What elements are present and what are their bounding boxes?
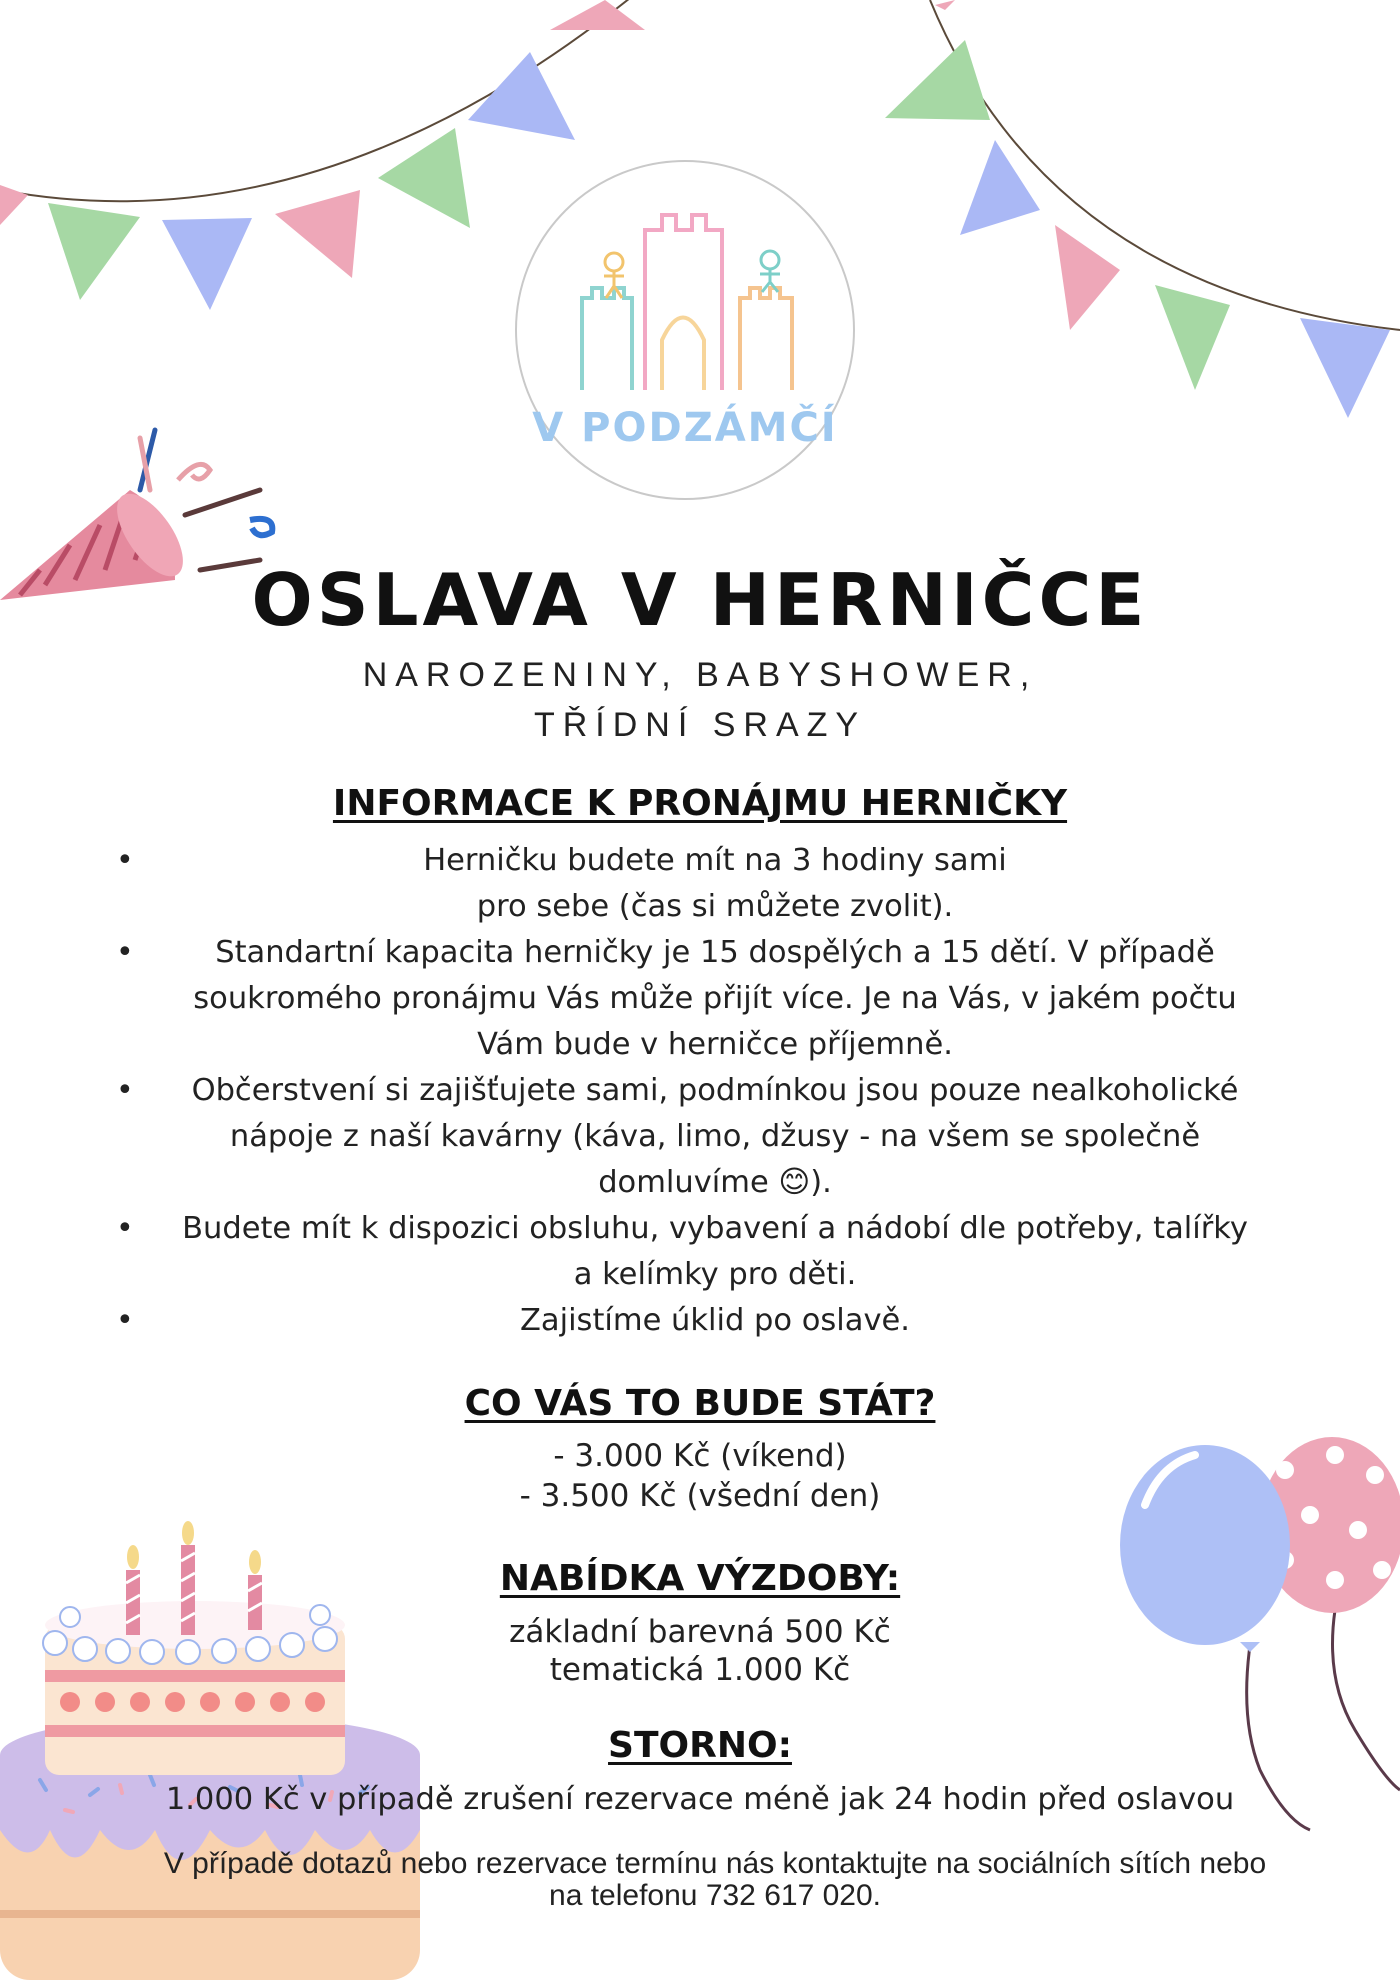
page-title: OSLAVA V HERNIČCE <box>251 558 1149 642</box>
info-heading: INFORMACE K PRONÁJMU HERNIČKY <box>332 783 1068 824</box>
castle-logo-icon <box>570 210 830 400</box>
decoration-basic: základní barevná 500 Kč <box>509 1614 891 1650</box>
bunting-right-icon <box>870 0 1400 430</box>
info-item: • Standartní kapacita herničky je 15 dospělých a 15 dětí. V případě soukromého pronájmu Vás může přijít více. Je na Vás, v jakém počtu Vám bude v herničce příjemně. <box>110 930 1290 1068</box>
decoration-heading: NABÍDKA VÝZDOBY: <box>499 1558 901 1599</box>
storno-text: 1.000 Kč v případě zrušení rezervace méně jak 24 hodin před oslavou <box>165 1782 1235 1817</box>
price-weekend: - 3.000 Kč (víkend) <box>553 1438 847 1474</box>
subtitle-line-2: TŘÍDNÍ SRAZY <box>533 706 867 744</box>
info-item: • Herničku budete mít na 3 hodiny sami pro sebe (čas si můžete zvolit). <box>110 838 1290 930</box>
price-weekday: - 3.500 Kč (všední den) <box>519 1478 881 1514</box>
info-list <box>110 838 1290 1344</box>
contact-info <box>70 1848 1360 1912</box>
logo-text: V PODZÁMČÍ <box>532 405 838 451</box>
contact-line-2: na telefonu 732 617 020. <box>549 1879 881 1912</box>
info-item: • Zajistíme úklid po oslavě. <box>110 1298 1290 1344</box>
storno-heading: STORNO: <box>608 1725 792 1766</box>
decoration-themed: tematická 1.000 Kč <box>549 1652 851 1688</box>
subtitle-line-1: NAROZENINY, BABYSHOWER, <box>362 656 1038 694</box>
price-heading: CO VÁS TO BUDE STÁT? <box>464 1383 936 1424</box>
balloons-icon <box>1110 1420 1400 1830</box>
contact-line-1: V případě dotazů nebo rezervace termínu nás kontaktujte na sociálních sítích nebo <box>163 1847 1267 1880</box>
info-item: • Občerstvení si zajišťujete sami, podmínkou jsou pouze nealkoholické nápoje z naší kavárny (káva, limo, džusy - na všem se společně domluvíme 😊). <box>110 1068 1290 1206</box>
info-item: • Budete mít k dispozici obsluhu, vybavení a nádobí dle potřeby, talířky a kelímky pro děti. <box>110 1206 1290 1298</box>
